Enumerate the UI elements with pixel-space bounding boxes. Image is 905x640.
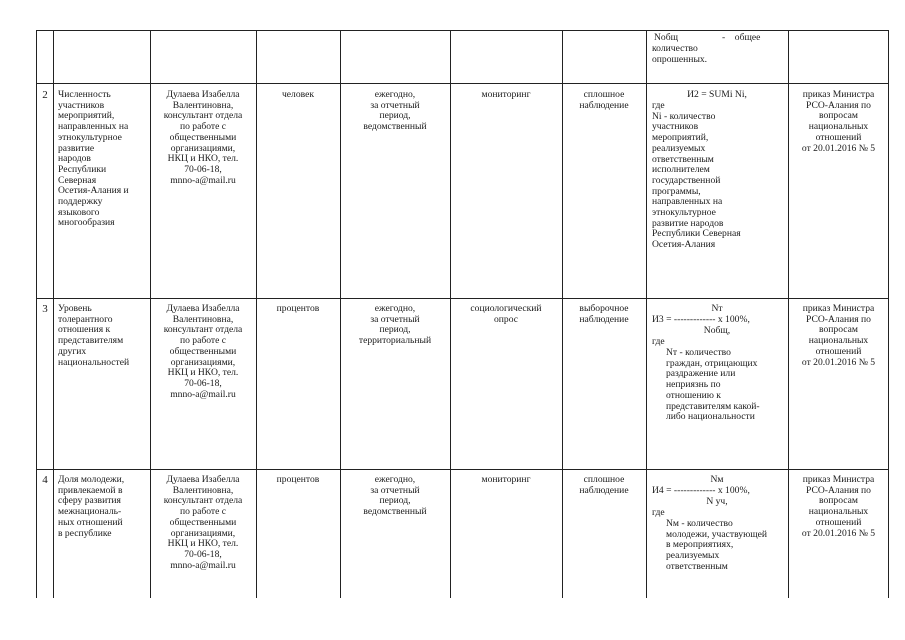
row-number: 2 xyxy=(42,89,48,101)
collection-method: мониторинг xyxy=(481,89,531,100)
column-border xyxy=(150,30,151,598)
formula-numerator: Nм xyxy=(710,474,724,485)
responsible-person: Дулаева Изабелла Валентиновна, консультант отдела по работе с общественными организациями, НКЦ и НКО, тел. 70-06-18, mnno-a@mail.ru xyxy=(163,89,243,186)
formula-denominator: N уч, xyxy=(706,496,728,507)
fragment-nobsh: Nобщ xyxy=(654,32,678,43)
row-separator xyxy=(36,83,889,84)
source-document: приказ Министра РСО-Алания по вопросам национальных отношений от 20.01.2016 № 5 xyxy=(801,303,876,368)
formula-body: Nт - количество граждан, отрицающих раздражение или неприязнь по отношению к представителям какой- либо национальности xyxy=(666,347,760,423)
row-number: 3 xyxy=(42,303,48,315)
table-top-border xyxy=(36,30,889,31)
formula-body: Nм - количество молодежи, участвующей в мероприятиях, реализуемых ответственным xyxy=(666,518,768,572)
fragment-text: количество опрошенных. xyxy=(652,43,708,65)
formula-where: где xyxy=(652,336,665,347)
formula-head: И2 = SUMi Ni, xyxy=(687,89,747,100)
periodicity: ежегодно, за отчетный период, территориальный xyxy=(358,303,432,347)
column-border xyxy=(562,30,563,598)
column-border xyxy=(788,30,789,598)
indicator-name: Доля молодежи, привлекаемой в сферу развития межнациональ- ных отношений в республике xyxy=(58,474,125,539)
observation-type: сплошное наблюдение xyxy=(579,89,629,111)
formula-body: где Ni - количество участников мероприятий, реализуемых ответственным исполнителем государственной программы, направленных на этнокультурное развитие народов Республики Северная Осетия-Алания xyxy=(652,100,741,251)
formula-numerator: Nт xyxy=(711,303,723,314)
column-border xyxy=(53,30,54,598)
row-separator xyxy=(36,298,889,299)
unit: процентов xyxy=(276,303,320,314)
indicator-name: Уровень толерантного отношения к представителям других национальностей xyxy=(58,303,130,368)
observation-type: сплошное наблюдение xyxy=(579,474,629,496)
unit: процентов xyxy=(276,474,320,485)
column-border xyxy=(888,30,889,598)
column-border xyxy=(450,30,451,598)
fragment-obshee: - общее xyxy=(722,32,761,43)
column-border xyxy=(340,30,341,598)
formula-line: И4 = ------------- x 100%, xyxy=(652,485,750,496)
column-border xyxy=(646,30,647,598)
indicator-name: Численность участников мероприятий, направленных на этнокультурное развитие народов Республики Северная Осетия-Алания и поддержку языкового многообразия xyxy=(58,89,129,229)
collection-method: мониторинг xyxy=(481,474,531,485)
collection-method: социологический опрос xyxy=(470,303,542,325)
formula-where: где xyxy=(652,507,665,518)
source-document: приказ Министра РСО-Алания по вопросам национальных отношений от 20.01.2016 № 5 xyxy=(801,474,876,539)
periodicity: ежегодно, за отчетный период, ведомственный xyxy=(363,474,427,518)
unit: человек xyxy=(281,89,315,100)
column-border xyxy=(256,30,257,598)
periodicity: ежегодно, за отчетный период, ведомственный xyxy=(363,89,427,133)
observation-type: выборочное наблюдение xyxy=(579,303,629,325)
responsible-person: Дулаева Изабелла Валентиновна, консультант отдела по работе с общественными организациями, НКЦ и НКО, тел. 70-06-18, mnno-a@mail.ru xyxy=(163,303,243,400)
row-number: 4 xyxy=(42,474,48,486)
row-separator xyxy=(36,469,889,470)
formula-denominator: Nобщ, xyxy=(703,325,731,336)
source-document: приказ Министра РСО-Алания по вопросам национальных отношений от 20.01.2016 № 5 xyxy=(801,89,876,154)
responsible-person: Дулаева Изабелла Валентиновна, консультант отдела по работе с общественными организациями, НКЦ и НКО, тел. 70-06-18, mnno-a@mail.ru xyxy=(163,474,243,571)
formula-line: И3 = ------------- x 100%, xyxy=(652,314,750,325)
